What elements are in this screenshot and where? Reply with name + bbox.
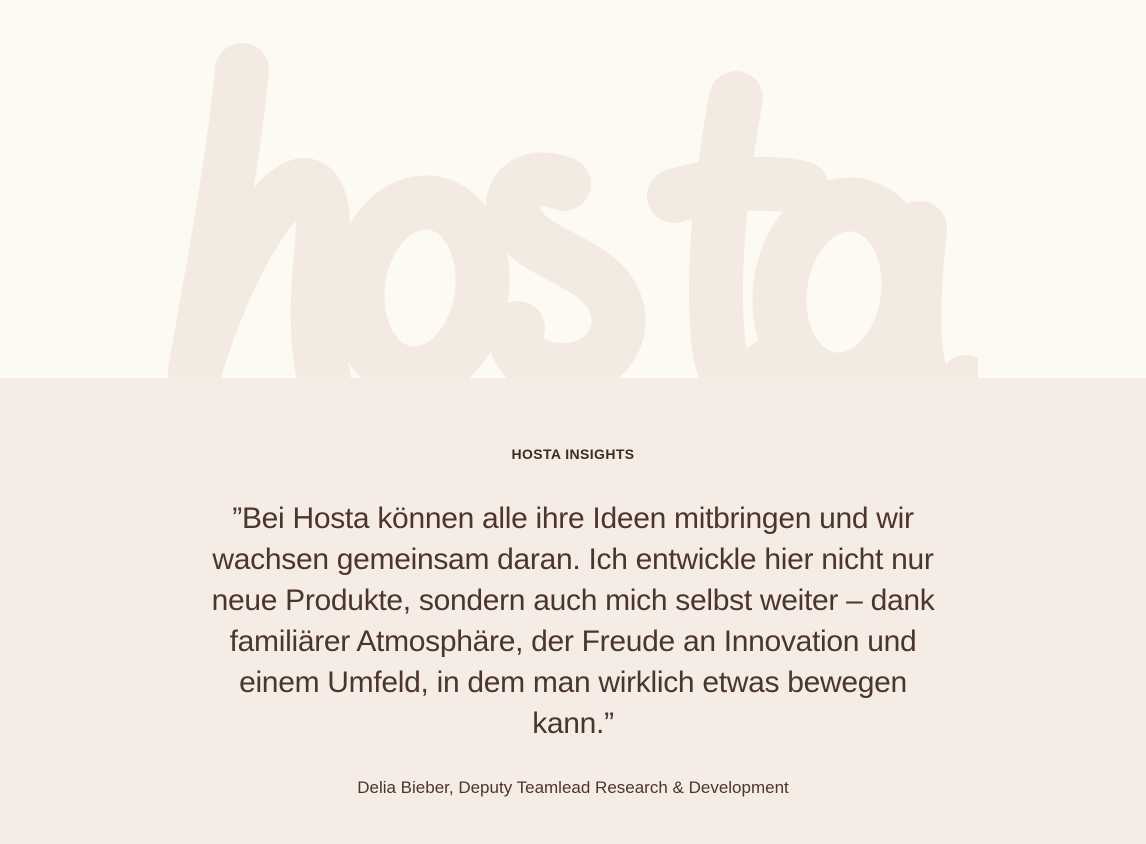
testimonial-attribution: Delia Bieber, Deputy Teamlead Research & Development (357, 778, 789, 797)
watermark-letter-o (347, 194, 494, 378)
quote-line: einem Umfeld, in dem man wirklich etwas bewegen (239, 666, 907, 699)
quote-line: kann.” (532, 707, 614, 740)
testimonial-quote (20, 498, 1126, 744)
section-label: HOSTA INSIGHTS (511, 446, 635, 462)
quote-line: wachsen gemeinsam daran. Ich entwickle hier nicht nur (212, 543, 934, 576)
watermark-letter-s (513, 179, 619, 370)
quote-line: ”Bei Hosta können alle ihre Ideen mitbringen und wir (232, 502, 914, 535)
quote-line: familiärer Atmosphäre, der Freude an Innovation und (229, 625, 917, 658)
watermark-letter-a-tail (914, 228, 966, 378)
quote-line: neue Produkte, sondern auch mich selbst weiter – dank (211, 584, 935, 617)
insights-section (0, 378, 1146, 844)
hosta-logo-watermark (168, 36, 978, 378)
hero-section (0, 0, 1146, 378)
watermark-letter-t-bar (674, 184, 802, 196)
